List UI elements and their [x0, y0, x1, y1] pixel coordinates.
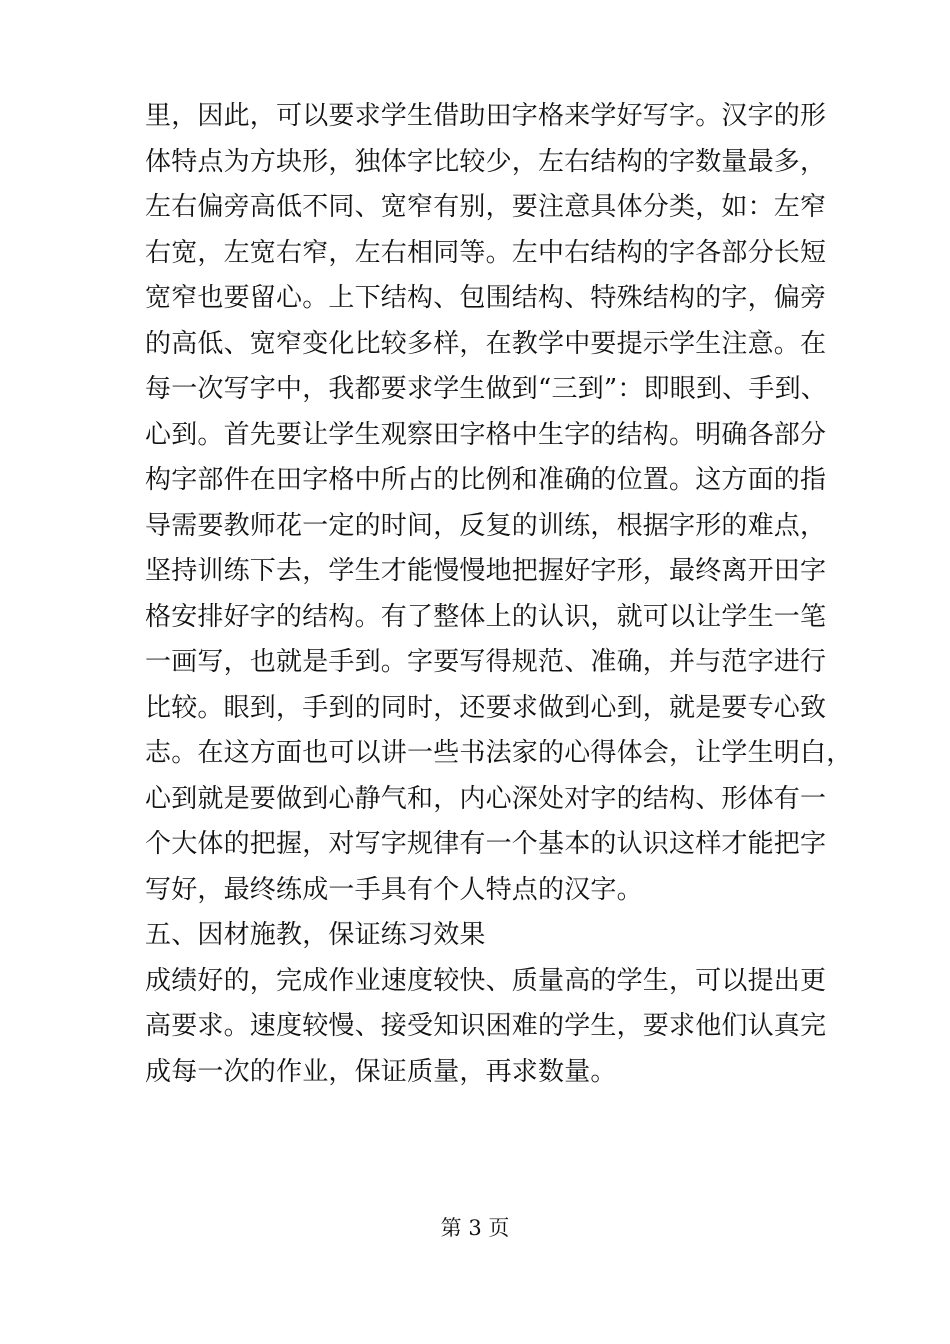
text-line: 的高低、宽窄变化比较多样，在教学中要提示学生注意。在 — [145, 328, 827, 359]
text-line: 高要求。速度较慢、接受知识困难的学生，要求他们认真完 — [145, 1011, 827, 1041]
page-number: 第 3 页 — [440, 1216, 510, 1240]
text-line: 每一次写字中，我都要求学生做到“三到”：即眼到、手到、 — [145, 374, 827, 404]
text-line: 写好，最终练成一手具有个人特点的汉字。 — [145, 874, 643, 905]
text-line: 宽窄也要留心。上下结构、包围结构、特殊结构的字，偏旁 — [145, 283, 827, 313]
text-line: 心到。首先要让学生观察田字格中生字的结构。明确各部分 — [145, 419, 827, 450]
text-line: 体特点为方块形，独体字比较少，左右结构的字数量最多， — [145, 146, 827, 177]
text-line: 左右偏旁高低不同、宽窄有别，要注意具体分类，如：左窄 — [145, 192, 827, 222]
text-line: 坚持训练下去，学生才能慢慢地把握好字形，最终离开田字 — [145, 556, 827, 586]
text-line: 志。在这方面也可以讲一些书法家的心得体会，让学生明白， — [145, 738, 853, 768]
text-line: 构字部件在田字格中所占的比例和准确的位置。这方面的指 — [145, 465, 827, 495]
text-line: 导需要教师花一定的时间，反复的训练，根据字形的难点， — [145, 510, 827, 541]
text-line: 个大体的把握，对写字规律有一个基本的认识这样才能把字 — [145, 829, 827, 859]
section-heading: 五、因材施教，保证练习效果 — [145, 920, 486, 950]
body-text — [145, 94, 853, 1095]
text-line: 成绩好的，完成作业速度较快、质量高的学生，可以提出更 — [145, 965, 827, 996]
text-line: 格安排好字的结构。有了整体上的认识，就可以让学生一笔 — [145, 601, 827, 632]
text-line: 成每一次的作业，保证质量，再求数量。 — [145, 1056, 617, 1087]
text-line: 里，因此，可以要求学生借助田字格来学好写字。汉字的形 — [145, 101, 827, 131]
text-line: 比较。眼到，手到的同时，还要求做到心到，就是要专心致 — [145, 692, 827, 723]
text-line: 右宽，左宽右窄，左右相同等。左中右结构的字各部分长短 — [145, 237, 827, 268]
text-line: 心到就是要做到心静气和，内心深处对字的结构、形体有一 — [145, 783, 827, 814]
text-line: 一画写，也就是手到。字要写得规范、准确，并与范字进行 — [145, 647, 827, 677]
